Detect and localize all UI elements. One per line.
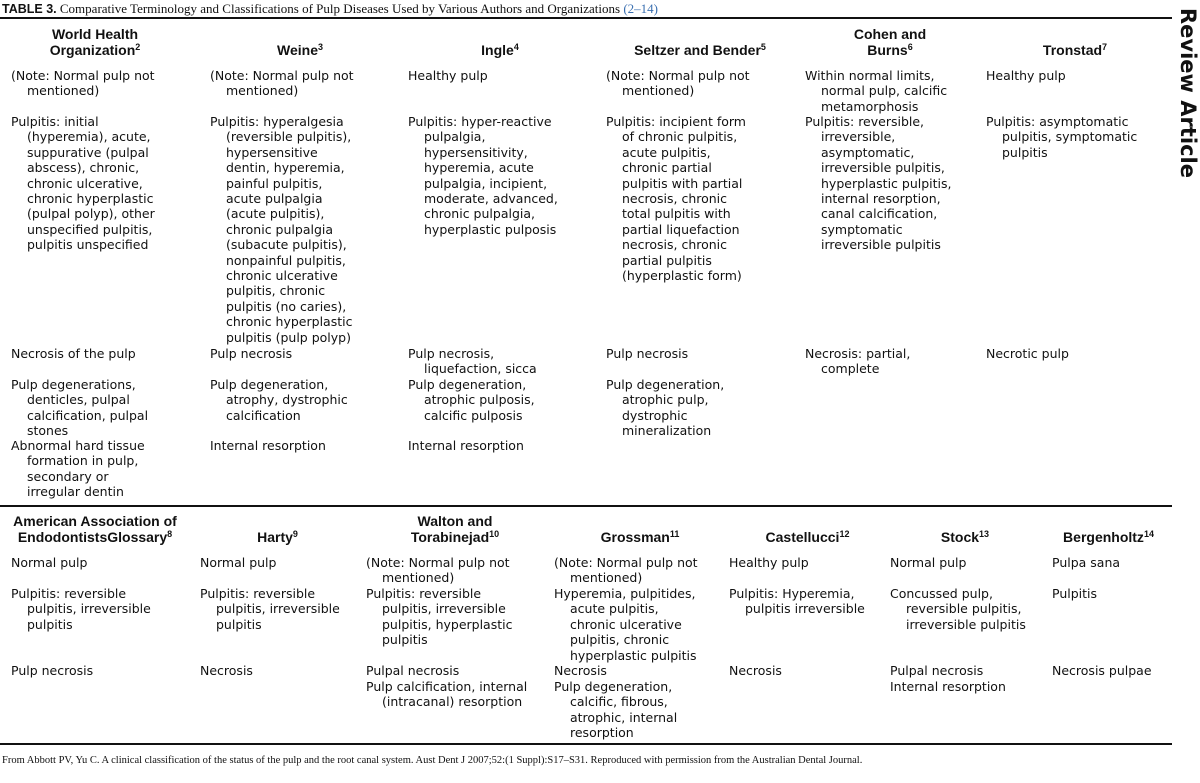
cell-line: pulpitis, symptomatic bbox=[1002, 129, 1138, 145]
cell-line: dystrophic bbox=[622, 407, 688, 423]
column-header-line: Walton and bbox=[417, 513, 493, 529]
cell-line: Healthy pulp bbox=[729, 555, 809, 570]
cell-line: chronic pulpalgia, bbox=[424, 206, 535, 222]
cell-line: mentioned) bbox=[226, 83, 299, 99]
cell-line: Pulpitis bbox=[1052, 586, 1098, 601]
table-cell bbox=[554, 586, 697, 663]
cell-line: Necrosis of the pulp bbox=[11, 346, 136, 361]
cell-line: Internal resorption bbox=[408, 438, 524, 453]
cell-line: calcific pulposis bbox=[424, 407, 523, 423]
caption-text: Comparative Terminology and Classifications of Pulp Diseases Used by Various Authors and Organizations bbox=[59, 1, 621, 16]
table-cell bbox=[200, 586, 340, 632]
column-header-line-wrap bbox=[190, 529, 365, 545]
table-cell bbox=[554, 679, 677, 741]
cell-line: partial pulpitis bbox=[622, 252, 712, 268]
column-header bbox=[0, 513, 190, 545]
cell-line: chronic hyperplastic bbox=[226, 314, 353, 330]
column-header-line-wrap bbox=[1045, 529, 1172, 545]
cell-line: Necrosis: partial, bbox=[805, 346, 911, 361]
column-header bbox=[550, 529, 730, 545]
cell-line: suppurative (pulpal bbox=[27, 144, 149, 160]
cell-line: Pulp degeneration, bbox=[606, 377, 725, 392]
column-header-line: Bergenholtz bbox=[1063, 529, 1144, 545]
table-cell bbox=[1052, 555, 1120, 570]
cell-line: chronic hyperplastic bbox=[27, 191, 154, 207]
cell-line: chronic partial bbox=[622, 160, 712, 176]
column-header-line: American Association of bbox=[13, 513, 177, 529]
cell-line: mineralization bbox=[622, 423, 712, 439]
cell-line: Healthy pulp bbox=[408, 68, 488, 83]
cell-line: Healthy pulp bbox=[986, 68, 1066, 83]
column-header-line-wrap bbox=[550, 529, 730, 545]
reference-number[interactable]: 6 bbox=[907, 42, 913, 52]
cell-line: Pulp necrosis, bbox=[408, 346, 495, 361]
cell-line: pulpitis, chronic bbox=[226, 283, 326, 299]
cell-line: pulpitis, hyperplastic bbox=[382, 616, 513, 632]
cell-line: pulpitis, chronic bbox=[570, 632, 670, 648]
cell-line: Pulpal necrosis bbox=[366, 663, 460, 678]
cell-line: Abnormal hard tissue bbox=[11, 438, 145, 453]
cell-line: (Note: Normal pulp not bbox=[606, 68, 750, 83]
cell-line: Necrosis bbox=[554, 663, 607, 678]
column-header bbox=[1045, 529, 1172, 545]
cell-line: Pulp degeneration, bbox=[554, 679, 673, 694]
cell-line: (pulpal polyp), other bbox=[27, 206, 155, 222]
cell-line: (hyperplastic form) bbox=[622, 268, 742, 284]
cell-line: pulpalgia, incipient, bbox=[424, 175, 548, 191]
cell-line: atrophic pulp, bbox=[622, 392, 709, 408]
cell-line: pulpitis bbox=[382, 632, 428, 648]
cell-line: mentioned) bbox=[622, 83, 695, 99]
column-header-line-wrap bbox=[885, 529, 1045, 545]
table-cell bbox=[11, 555, 87, 570]
cell-line: calcific, fibrous, bbox=[570, 694, 668, 710]
column-header-line-wrap bbox=[725, 529, 890, 545]
cell-line: Pulp degeneration, bbox=[408, 377, 527, 392]
caption-reference-link[interactable]: (2–14) bbox=[623, 1, 658, 16]
column-header-line: Tronstad bbox=[1042, 42, 1103, 58]
cell-line: Hyperemia, pulpitides, bbox=[554, 586, 696, 601]
cell-line: atrophic, internal bbox=[570, 709, 678, 725]
cell-line: irreversible pulpitis bbox=[821, 237, 941, 253]
cell-line: pulpitis, irreversible bbox=[27, 601, 151, 617]
cell-line: total pulpitis with bbox=[622, 206, 731, 222]
cell-line: mentioned) bbox=[382, 570, 455, 586]
cell-line: Pulpal necrosis bbox=[890, 663, 984, 678]
column-header bbox=[190, 529, 365, 545]
cell-line: hyperemia, acute bbox=[424, 160, 534, 176]
cell-line: pulpitis bbox=[1002, 144, 1048, 160]
cell-line: resorption bbox=[570, 725, 634, 741]
reference-number[interactable]: 5 bbox=[760, 42, 766, 52]
table-cell bbox=[200, 555, 276, 570]
cell-line: hypersensitive bbox=[226, 144, 318, 160]
cell-line: Pulpitis: reversible bbox=[366, 586, 482, 601]
column-header bbox=[885, 529, 1045, 545]
reference-number[interactable]: 8 bbox=[167, 529, 173, 539]
column-header bbox=[725, 529, 890, 545]
cell-line: symptomatic bbox=[821, 221, 903, 237]
cell-line: complete bbox=[821, 361, 880, 377]
cell-line: pulpitis unspecified bbox=[27, 237, 149, 253]
footnote-text: From Abbott PV, Yu C. A clinical classification of the status of the pulp and the root canal system. Aust Dent J 2007;52:(1 Suppl):S17–S31. Reproduced with permission from the Australian Dental Journal. bbox=[2, 755, 863, 766]
cell-line: Internal resorption bbox=[210, 438, 326, 453]
cell-line: partial liquefaction bbox=[622, 221, 740, 237]
cell-line: chronic ulcerative, bbox=[27, 175, 143, 191]
column-header-line: Torabinejad bbox=[410, 529, 490, 545]
reference-number[interactable]: 7 bbox=[1102, 42, 1108, 52]
cell-line: (Note: Normal pulp not bbox=[11, 68, 155, 83]
cell-line: Pulpitis: initial bbox=[11, 114, 99, 129]
cell-line: (Note: Normal pulp not bbox=[210, 68, 354, 83]
cell-line: pulpitis, irreversible bbox=[216, 601, 340, 617]
cell-line: secondary or bbox=[27, 468, 109, 484]
cell-line: mentioned) bbox=[570, 570, 643, 586]
cell-line: canal calcification, bbox=[821, 206, 938, 222]
column-header-line-wrap bbox=[0, 529, 190, 545]
column-header bbox=[360, 513, 550, 545]
cell-line: moderate, advanced, bbox=[424, 191, 558, 207]
cell-line: Pulp necrosis bbox=[606, 346, 689, 361]
cell-line: metamorphosis bbox=[821, 98, 919, 114]
cell-line: (intracanal) resorption bbox=[382, 694, 523, 710]
cell-line: Pulpitis: hyper-reactive bbox=[408, 114, 552, 129]
cell-line: Pulpitis: reversible, bbox=[805, 114, 925, 129]
cell-line: Necrosis pulpae bbox=[1052, 663, 1152, 678]
cell-line: normal pulp, calcific bbox=[821, 83, 948, 99]
cell-line: Normal pulp bbox=[11, 555, 88, 570]
cell-line: pulpitis (pulp polyp) bbox=[226, 329, 351, 345]
table-cell bbox=[11, 586, 151, 632]
table-cell bbox=[890, 586, 1026, 632]
cell-line: pulpitis bbox=[27, 616, 73, 632]
column-header-line: Organization bbox=[49, 42, 136, 58]
table-cell bbox=[366, 663, 459, 678]
column-header-line: Castellucci bbox=[765, 529, 840, 545]
cell-line: Pulp necrosis bbox=[11, 663, 94, 678]
cell-line: mentioned) bbox=[27, 83, 100, 99]
reference-number[interactable]: 10 bbox=[489, 529, 500, 539]
cell-line: Within normal limits, bbox=[805, 68, 935, 83]
table-cell bbox=[366, 555, 510, 586]
cell-line: pulpalgia, bbox=[424, 129, 486, 145]
cell-line: irreversible pulpitis bbox=[906, 616, 1026, 632]
cell-line: acute pulpitis, bbox=[622, 144, 711, 160]
table-cell bbox=[890, 555, 966, 570]
bottom-rule bbox=[0, 743, 1172, 745]
cell-line: irreversible pulpitis, bbox=[821, 160, 945, 176]
cell-line: Pulpitis: asymptomatic bbox=[986, 114, 1129, 129]
section-label: Review Article bbox=[1176, 8, 1200, 178]
cell-line: chronic ulcerative bbox=[570, 616, 682, 632]
table-cell bbox=[366, 586, 512, 648]
column-header-line-wrap bbox=[360, 529, 550, 545]
cell-line: calcification, pulpal bbox=[27, 407, 149, 423]
cell-line: Normal pulp bbox=[200, 555, 277, 570]
reference-number[interactable]: 3 bbox=[317, 42, 323, 52]
cell-line: (Note: Normal pulp not bbox=[554, 555, 698, 570]
cell-line: irregular dentin bbox=[27, 484, 124, 500]
table-cell bbox=[890, 663, 983, 678]
cell-line: acute pulpitis, bbox=[570, 601, 659, 617]
cell-line: Necrotic pulp bbox=[986, 346, 1069, 361]
cell-line: of chronic pulpitis, bbox=[622, 129, 738, 145]
cell-line: denticles, pulpal bbox=[27, 392, 130, 408]
cell-line: (reversible pulpitis), bbox=[226, 129, 352, 145]
table-cell bbox=[1052, 663, 1152, 678]
cell-line: Pulpitis: reversible bbox=[200, 586, 316, 601]
cell-line: formation in pulp, bbox=[27, 453, 139, 469]
table-cell bbox=[729, 663, 782, 678]
cell-line: asymptomatic, bbox=[821, 144, 915, 160]
cell-line: Necrosis bbox=[729, 663, 782, 678]
cell-line: Necrosis bbox=[200, 663, 253, 678]
cell-line: Pulpitis: incipient form bbox=[606, 114, 746, 129]
table-cell bbox=[554, 663, 607, 678]
reference-number[interactable]: 13 bbox=[979, 529, 990, 539]
column-header-line: Harty bbox=[257, 529, 293, 545]
column-header-line: EndodontistsGlossary bbox=[17, 529, 168, 545]
cell-line: chronic pulpalgia bbox=[226, 221, 334, 237]
reference-number[interactable]: 9 bbox=[292, 529, 298, 539]
table-cell bbox=[554, 555, 698, 586]
column-header-line: Grossman bbox=[600, 529, 670, 545]
cell-line: Pulpitis: Hyperemia, bbox=[729, 586, 855, 601]
cell-line: Pulpa sana bbox=[1052, 555, 1121, 570]
column-header-line: Stock bbox=[940, 529, 980, 545]
reference-number[interactable]: 4 bbox=[513, 42, 519, 52]
table-cell bbox=[890, 679, 1006, 694]
cell-line: painful pulpitis, bbox=[226, 175, 323, 191]
cell-line: calcification bbox=[226, 407, 301, 423]
cell-line: pulpitis, irreversible bbox=[382, 601, 506, 617]
column-header-line: Ingle bbox=[481, 42, 514, 58]
table-cell bbox=[729, 586, 865, 617]
cell-line: abscess), chronic, bbox=[27, 160, 140, 176]
cell-line: stones bbox=[27, 423, 69, 439]
cell-line: Normal pulp bbox=[890, 555, 967, 570]
cell-line: Pulpitis: reversible bbox=[11, 586, 127, 601]
cell-line: acute pulpalgia bbox=[226, 191, 323, 207]
reference-number[interactable]: 11 bbox=[669, 529, 680, 539]
table-cell bbox=[200, 663, 253, 678]
table-cell bbox=[366, 679, 527, 710]
column-header-line: Cohen and bbox=[853, 26, 927, 42]
column-header-line: Seltzer and Bender bbox=[634, 42, 761, 58]
cell-line: pulpitis with partial bbox=[622, 175, 743, 191]
cell-line: hyperplastic pulpitis, bbox=[821, 175, 952, 191]
cell-line: hyperplastic pulpitis bbox=[570, 647, 697, 663]
cell-line: (hyperemia), acute, bbox=[27, 129, 151, 145]
cell-line: unspecified pulpitis, bbox=[27, 221, 153, 237]
cell-line: Concussed pulp, bbox=[890, 586, 993, 601]
cell-line: pulpitis irreversible bbox=[745, 601, 865, 617]
column-header-line: Burns bbox=[867, 42, 908, 58]
cell-line: Pulp necrosis bbox=[210, 346, 293, 361]
reference-number[interactable]: 2 bbox=[135, 42, 141, 52]
cell-line: Internal resorption bbox=[890, 679, 1006, 694]
cell-line: dentin, hyperemia, bbox=[226, 160, 345, 176]
cell-line: necrosis, chronic bbox=[622, 237, 728, 253]
cell-line: pulpitis bbox=[216, 616, 262, 632]
cell-line: (acute pulpitis), bbox=[226, 206, 325, 222]
table-footnote bbox=[2, 754, 862, 767]
cell-line: Pulp calcification, internal bbox=[366, 679, 528, 694]
cell-line: liquefaction, sicca bbox=[424, 361, 537, 377]
cell-line: necrosis, chronic bbox=[622, 191, 728, 207]
cell-line: Pulp degenerations, bbox=[11, 377, 136, 392]
table-cell bbox=[729, 555, 809, 570]
cell-line: hypersensitivity, bbox=[424, 144, 528, 160]
cell-line: chronic ulcerative bbox=[226, 268, 338, 284]
cell-line: Pulpitis: hyperalgesia bbox=[210, 114, 344, 129]
cell-line: atrophic pulposis, bbox=[424, 392, 535, 408]
caption-label: TABLE 3. bbox=[2, 2, 57, 16]
cell-line: pulpitis (no caries), bbox=[226, 298, 347, 314]
cell-line: irreversible, bbox=[821, 129, 896, 145]
table-cell bbox=[11, 663, 93, 678]
reference-number[interactable]: 12 bbox=[839, 529, 850, 539]
table-cell bbox=[1052, 586, 1097, 601]
cell-line: hyperplastic pulposis bbox=[424, 221, 557, 237]
cell-line: nonpainful pulpitis, bbox=[226, 252, 346, 268]
cell-line: Pulp degeneration, bbox=[210, 377, 329, 392]
column-header-line: World Health bbox=[51, 26, 139, 42]
cell-line: (subacute pulpitis), bbox=[226, 237, 347, 253]
cell-line: reversible pulpitis, bbox=[906, 601, 1022, 617]
cell-line: atrophy, dystrophic bbox=[226, 392, 348, 408]
cell-line: (Note: Normal pulp not bbox=[366, 555, 510, 570]
cell-line: internal resorption, bbox=[821, 191, 941, 207]
column-header-line: Weine bbox=[277, 42, 318, 58]
section-sidebar bbox=[1174, 0, 1200, 300]
reference-number[interactable]: 14 bbox=[1143, 529, 1154, 539]
